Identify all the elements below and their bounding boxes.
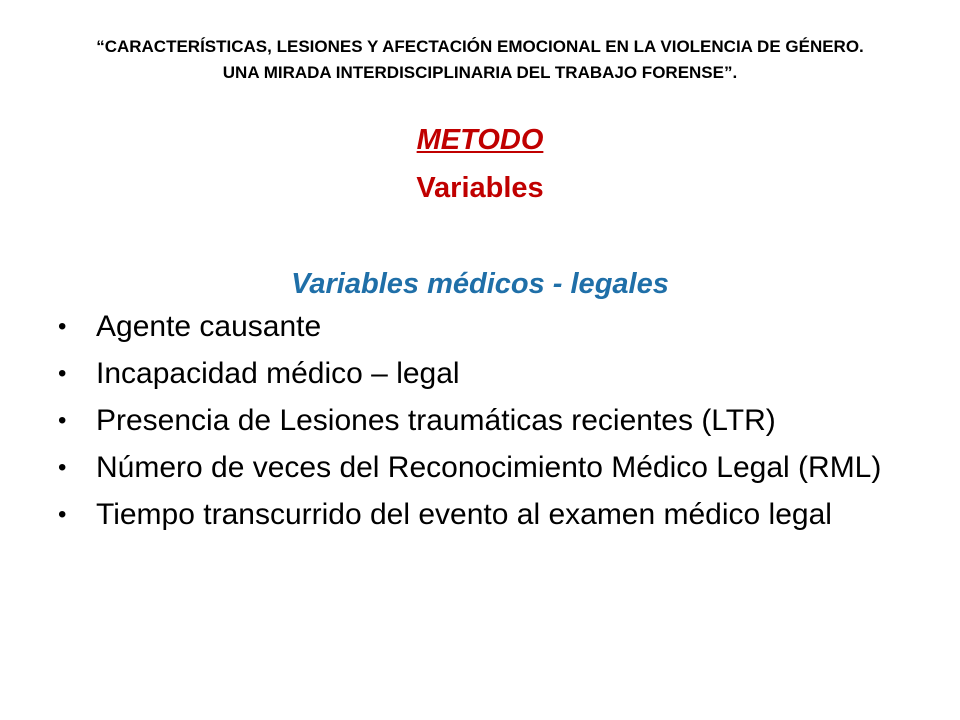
bullet-list [56, 310, 916, 545]
bullet-item-ltr [56, 404, 916, 437]
bullet-item-agente [56, 310, 916, 343]
bullet-item-rml [56, 451, 916, 484]
method-heading: METODO [416, 124, 544, 156]
bullet-item-incapacidad [56, 357, 916, 390]
bullet-text: Incapacidad médico – legal [96, 357, 460, 390]
slide-header-title: “CARACTERÍSTICAS, LESIONES Y AFECTACIÓN EMOCIONAL EN LA VIOLENCIA DE GÉNERO. UNA MIRADA INTERDISCIPLINARIA DEL TRABAJO FORENSE”. [96, 37, 864, 82]
variables-subtitle: Variables médicos - legales [291, 268, 669, 300]
bullet-item-tiempo [56, 498, 916, 531]
bullet-text: Número de veces del Reconocimiento Médico Legal (RML) [96, 451, 882, 484]
bullet-icon: • [58, 454, 67, 481]
bullet-icon: • [58, 407, 67, 434]
bullet-icon: • [58, 313, 67, 340]
bullet-text: Presencia de Lesiones traumáticas recientes (LTR) [96, 404, 776, 437]
bullet-text: Tiempo transcurrido del evento al examen médico legal [96, 498, 832, 531]
bullet-icon: • [58, 501, 67, 528]
variables-heading: Variables [416, 172, 544, 204]
bullet-text: Agente causante [96, 310, 322, 343]
bullet-icon: • [58, 360, 67, 387]
